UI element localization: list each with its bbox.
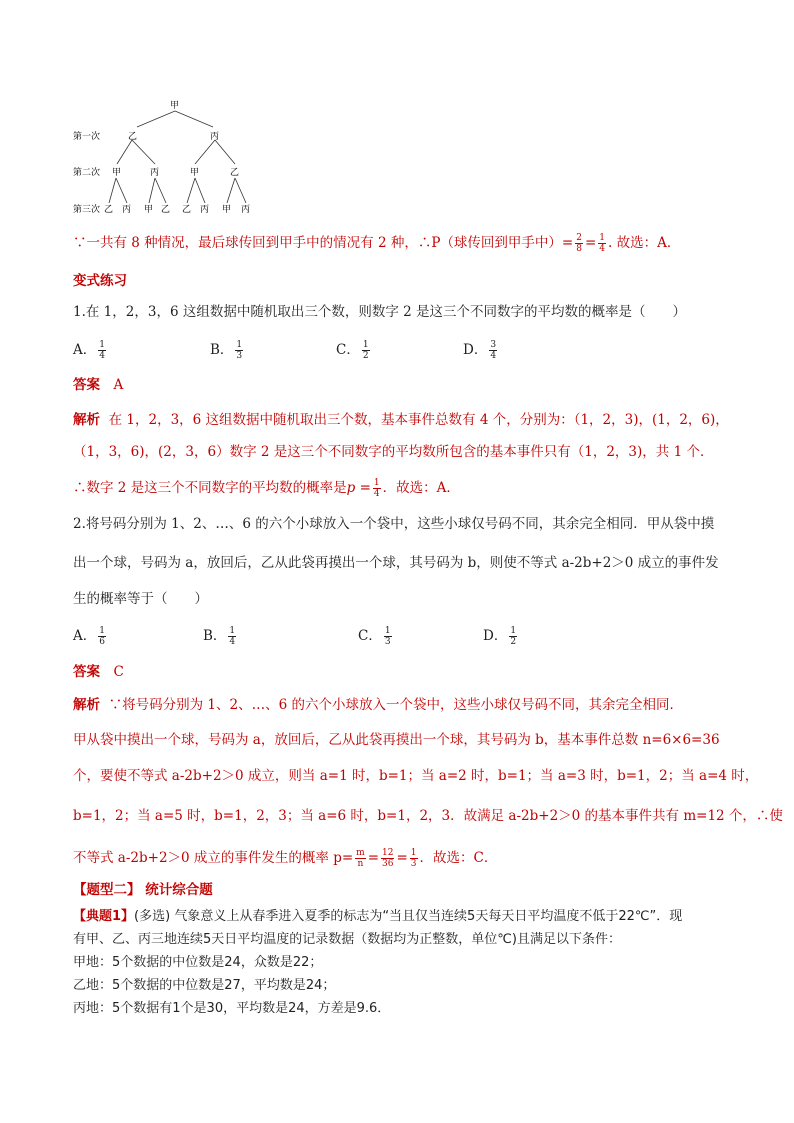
q2-stem-line2: 出一个球，号码为 a，放回后，乙从此袋再摸出一个球，其号码为 b，则使不等式 a-2b+2＞0 成立的事件发 — [73, 555, 719, 571]
tree-root: 甲 — [170, 101, 180, 111]
fraction: $\frac{1}{4}$ — [599, 233, 606, 254]
row-label-2: 第二次 — [73, 168, 101, 178]
section2-line3: 甲地：5个数据的中位数是24，众数是22； — [73, 955, 323, 970]
tree-node: 甲 — [112, 168, 122, 178]
tree-node: 乙 — [182, 205, 192, 215]
q2-analysis-line1: 解析 ∵将号码分别为 1、2、…、6 的六个小球放入一个袋中，这些小球仅号码不同，其余完全相同． — [73, 697, 683, 713]
section2-line4: 乙地：5个数据的中位数是27，平均数是24； — [73, 978, 336, 993]
q2-option-a: A． $\frac{1}{6}$ — [73, 626, 105, 647]
section2-line2: 有甲、乙、丙三地连续5天日平均温度的记录数据（数据均为正整数，单位℃)且满足以下条件： — [73, 932, 621, 947]
tree-node: 丙 — [122, 205, 132, 215]
q1-analysis-line2: （1，3，6)，(2，3，6）数字 2 是这三个不同数字的平均数所包含的基本事件只有（1，2，3)，共 1 个． — [73, 444, 714, 460]
q2-stem-line3: 生的概率等于（ ） — [73, 591, 208, 607]
tree-node: 乙 — [128, 132, 138, 142]
q1-stem: 1.在 1，2，3，6 这组数据中随机取出三个数，则数字 2 是这三个不同数字的平均数的概率是（ ） — [73, 304, 686, 320]
tree-node: 丙 — [210, 132, 220, 142]
q2-option-b: B． $\frac{1}{4}$ — [203, 626, 236, 647]
q2-stem-line1: 2.将号码分别为 1、2、…、6 的六个小球放入一个袋中，这些小球仅号码不同，其余完全相同．甲从袋中摸 — [73, 516, 715, 532]
tree-node: 丙 — [150, 168, 160, 178]
q2-analysis-line2: 甲从袋中摸出一个球，号码为 a，放回后，乙从此袋再摸出一个球，其号码为 b，基本事件总数 n=6×6=36 — [73, 732, 720, 748]
conclusion-line: ∵一共有 8 种情况，最后球传回到甲手中的情况有 2 种，∴P（球传回到甲手中）= $\frac{2}{8}$ = $\frac{1}{4}$ . 故选：A． — [73, 233, 681, 254]
section-title: 变式练习 — [73, 273, 127, 289]
tree-node: 丙 — [241, 205, 251, 215]
tree-node: 甲 — [190, 168, 200, 178]
q2-analysis-line3: 个，要使不等式 a-2b+2＞0 成立，则当 a=1 时，b=1；当 a=2 时，b=1；当 a=3 时，b=1，2；当 a=4 时， — [73, 768, 759, 784]
tree-node: 甲 — [144, 205, 154, 215]
q1-option-c: C． $\frac{1}{2}$ — [336, 340, 369, 361]
section2-title: 【题型二】 统计综合题 — [73, 882, 213, 898]
tree-diagram — [70, 95, 270, 220]
tree-node: 乙 — [104, 205, 114, 215]
q2-analysis-line5: 不等式 a-2b+2＞0 成立的事件发生的概率 p= $\frac{m}{n}$ = $\frac{12}{36}$ = $\frac{1}{3}$ ．故选：C． — [73, 848, 498, 869]
q1-analysis-line3: ∴数字 2 是这三个不同数字的平均数的概率是p = $\frac{1}{4}$ ．故选：A． — [73, 478, 460, 499]
tree-node: 丙 — [200, 205, 210, 215]
fraction: $\frac{2}{8}$ — [576, 233, 582, 254]
row-label-3: 第三次 — [73, 205, 101, 215]
q2-answer: 答案 C — [73, 664, 124, 680]
q2-option-d: D． $\frac{1}{2}$ — [483, 626, 517, 647]
tree-node: 乙 — [230, 168, 240, 178]
row-label-1: 第一次 — [73, 132, 101, 142]
q1-option-b: B． $\frac{1}{3}$ — [210, 340, 243, 361]
q2-analysis-line4: b=1，2；当 a=5 时，b=1，2，3；当 a=6 时，b=1，2，3．故满足 a-2b+2＞0 的基本事件共有 m=12 个，∴使 — [73, 808, 783, 824]
q1-analysis-line1: 解析 在 1，2，3，6 这组数据中随机取出三个数，基本事件总数有 4 个，分别为：（1，2，3)，(1，2，6)， — [73, 412, 729, 428]
q1-answer: 答案 A — [73, 377, 124, 393]
q2-option-c: C． $\frac{1}{3}$ — [358, 626, 391, 647]
q1-option-d: D． $\frac{3}{4}$ — [463, 340, 497, 361]
tree-node: 乙 — [161, 205, 171, 215]
section2-line1: 【典题1】(多选) 气象意义上从春季进入夏季的标志为“当且仅当连续5天每天日平均温度不低于22℃”．现 — [73, 909, 683, 924]
section2-line5: 丙地：5个数据有1个是30，平均数是24，方差是9.6． — [73, 1001, 391, 1016]
q1-option-a: A． $\frac{1}{4}$ — [73, 340, 105, 361]
tree-node: 甲 — [222, 205, 232, 215]
